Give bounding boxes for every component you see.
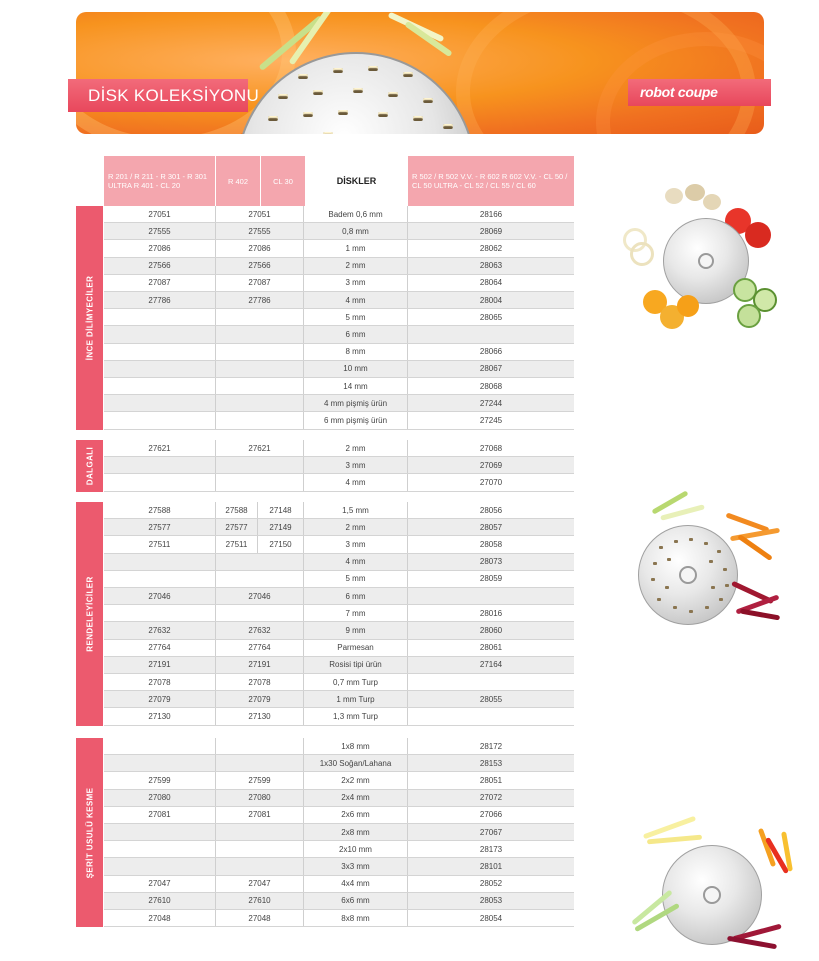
cell-models-2: 27072 <box>479 793 503 803</box>
beet-stick <box>727 936 777 950</box>
table-row <box>104 858 574 875</box>
table-row <box>104 588 574 605</box>
cell-r402-cl30: 27078 <box>216 674 304 690</box>
cell-r402-cl30 <box>216 858 304 874</box>
table-section <box>76 738 574 927</box>
cell-models-1 <box>104 395 216 411</box>
cell-models-1 <box>104 738 216 754</box>
cell-models-1: 27511 <box>104 536 216 552</box>
cell-r402-cl30 <box>216 554 304 570</box>
cell-models-2: 28067 <box>479 364 503 374</box>
cell-r402-cl30: 27610 <box>216 893 304 909</box>
cell-models-2: 28173 <box>479 844 503 854</box>
cell-models-2: 28064 <box>479 278 503 288</box>
onion-ring <box>630 242 654 266</box>
cell-disk: Rosisi tipi ürün <box>304 657 408 673</box>
cell-disk: 4 mm <box>304 554 408 570</box>
cell-disk: 8 mm <box>304 344 408 360</box>
cell-disk: 8x8 mm <box>304 910 408 926</box>
cell-r402-cl30 <box>216 326 304 342</box>
cell-disk: 2x6 mm <box>304 807 408 823</box>
cell-r402-cl30: 27081 <box>216 807 304 823</box>
table-row <box>104 395 574 412</box>
table-row <box>104 605 574 622</box>
cell-disk: 4 mm <box>304 292 408 308</box>
cell-models-1: 27764 <box>104 640 216 656</box>
cell-r402-cl30 <box>216 605 304 621</box>
mushroom-slice <box>685 184 705 201</box>
page-title: DİSK KOLEKSİYONU <box>88 86 260 105</box>
beet-strip <box>740 609 780 621</box>
cucumber-slice <box>737 304 761 328</box>
cell-disk: 6 mm <box>304 326 408 342</box>
grating-disc-photo <box>620 490 800 630</box>
cell-models-1: 27079 <box>104 691 216 707</box>
cell-models-1: 27130 <box>104 708 216 724</box>
table-row <box>104 772 574 789</box>
cell-disk: 10 mm <box>304 361 408 377</box>
cell-r402: 27577 <box>216 519 258 535</box>
cell-r402-cl30: 27080 <box>216 790 304 806</box>
cell-models-2: 28062 <box>479 243 503 253</box>
cell-models-1 <box>104 309 216 325</box>
cell-r402-cl30: 27621 <box>216 440 304 456</box>
cell-models-2: 28059 <box>479 574 503 584</box>
cell-models-2: 28055 <box>479 694 503 704</box>
cell-r402-cl30 <box>216 571 304 587</box>
grating-disc <box>638 525 738 625</box>
cell-models-1 <box>104 412 216 428</box>
cell-r402-cl30 <box>216 474 304 490</box>
cell-disk: 6 mm pişmiş ürün <box>304 412 408 428</box>
cell-models-1: 27051 <box>104 206 216 222</box>
cell-disk: 1 mm Turp <box>304 691 408 707</box>
mushroom-slice <box>703 194 721 210</box>
cell-models-1 <box>104 755 216 771</box>
cell-disk: 2x10 mm <box>304 841 408 857</box>
cell-models-1: 27621 <box>104 440 216 456</box>
cell-models-2: 28069 <box>479 226 503 236</box>
orange-slice <box>677 295 699 317</box>
cell-models-1: 27588 <box>104 502 216 518</box>
cell-models-1 <box>104 858 216 874</box>
column-header-disks: DİSKLER <box>306 156 407 206</box>
section-label <box>76 206 103 430</box>
cell-models-1 <box>104 361 216 377</box>
cell-models-1 <box>104 344 216 360</box>
cell-models-2: 28058 <box>479 539 503 549</box>
cell-disk: Parmesan <box>304 640 408 656</box>
cell-cl30: 27149 <box>258 519 304 535</box>
cell-models-2: 27164 <box>479 660 503 670</box>
cell-models-1: 27087 <box>104 275 216 291</box>
cell-models-2: 28061 <box>479 643 503 653</box>
table-row <box>104 640 574 657</box>
cell-r402: 27588 <box>216 502 258 518</box>
cell-models-1: 27191 <box>104 657 216 673</box>
cell-r402-cl30: 27086 <box>216 240 304 256</box>
cell-disk: 2x8 mm <box>304 824 408 840</box>
table-row <box>104 657 574 674</box>
table-row <box>104 474 574 491</box>
section-label <box>76 440 103 492</box>
cell-disk: 4 mm <box>304 474 408 490</box>
section-label-text: İNCE DİLİMYECİLER <box>85 275 94 361</box>
table-row <box>104 240 574 257</box>
cell-r402-cl30: 27051 <box>216 206 304 222</box>
table-row <box>104 502 574 519</box>
cell-disk: Badem 0,6 mm <box>304 206 408 222</box>
carrot-strip <box>737 534 773 561</box>
cell-disk: 2x2 mm <box>304 772 408 788</box>
cell-disk: 3x3 mm <box>304 858 408 874</box>
cell-models-2: 27070 <box>479 477 503 487</box>
cell-r402-cl30: 27599 <box>216 772 304 788</box>
cell-models-2: 28066 <box>479 347 503 357</box>
section-label <box>76 502 103 726</box>
cell-disk: 1x30 Soğan/Lahana <box>304 755 408 771</box>
cell-models-2 <box>408 708 574 724</box>
section-label-text: DALGALI <box>85 446 94 485</box>
cell-disk: 5 mm <box>304 571 408 587</box>
cell-disk: 1,3 mm Turp <box>304 708 408 724</box>
cell-cl30: 27150 <box>258 536 304 552</box>
cell-r402-cl30 <box>216 755 304 771</box>
cell-models-1: 27078 <box>104 674 216 690</box>
table-row <box>104 378 574 395</box>
cell-models-1 <box>104 554 216 570</box>
table-row <box>104 258 574 275</box>
table-row <box>104 412 574 429</box>
cell-r402-cl30: 27079 <box>216 691 304 707</box>
brand-logo: robot coupe <box>640 84 718 100</box>
cell-r402-cl30 <box>216 412 304 428</box>
cell-models-2: 28057 <box>479 522 503 532</box>
cell-disk: 1,5 mm <box>304 502 408 518</box>
cell-disk: 6x6 mm <box>304 893 408 909</box>
cell-disk: 1 mm <box>304 240 408 256</box>
cell-r402-cl30 <box>216 361 304 377</box>
cell-disk: 4 mm pişmiş ürün <box>304 395 408 411</box>
cell-models-2: 28166 <box>479 209 503 219</box>
cell-r402-cl30: 27786 <box>216 292 304 308</box>
cell-disk: 5 mm <box>304 309 408 325</box>
table-row <box>104 738 574 755</box>
table-row <box>104 326 574 343</box>
cell-models-1: 27786 <box>104 292 216 308</box>
cell-r402-cl30 <box>216 738 304 754</box>
cell-models-1 <box>104 571 216 587</box>
cell-models-1 <box>104 605 216 621</box>
table-row <box>104 309 574 326</box>
cell-models-1: 27632 <box>104 622 216 638</box>
section-label <box>76 738 103 927</box>
table-row <box>104 622 574 639</box>
table-row <box>104 910 574 927</box>
cell-models-1 <box>104 474 216 490</box>
section-label-text: ŞERİT USULÜ KESME <box>85 787 94 878</box>
table-row <box>104 755 574 772</box>
cell-r402-cl30: 27632 <box>216 622 304 638</box>
cell-r402-cl30: 27087 <box>216 275 304 291</box>
cell-r402-cl30: 27555 <box>216 223 304 239</box>
table-row <box>104 708 574 725</box>
table-row <box>104 571 574 588</box>
julienne-disc-photo <box>622 815 802 955</box>
cell-r402-cl30 <box>216 378 304 394</box>
cell-models-2: 28052 <box>479 879 503 889</box>
cell-models-2: 28056 <box>479 505 503 515</box>
tomato-slice <box>745 222 771 248</box>
cell-disk: 3 mm <box>304 457 408 473</box>
table-row <box>104 554 574 571</box>
cell-models-2: 27067 <box>479 827 503 837</box>
cell-models-2: 28054 <box>479 913 503 923</box>
cell-models-2: 28016 <box>479 608 503 618</box>
cell-r402-cl30 <box>216 457 304 473</box>
table-row <box>104 691 574 708</box>
table-row <box>104 876 574 893</box>
table-row <box>104 457 574 474</box>
table-row <box>104 807 574 824</box>
cell-disk: 0,8 mm <box>304 223 408 239</box>
cell-r402-cl30 <box>216 824 304 840</box>
cell-models-2: 28065 <box>479 312 503 322</box>
cell-cl30: 27148 <box>258 502 304 518</box>
cell-r402-cl30: 27764 <box>216 640 304 656</box>
cell-models-2: 28053 <box>479 896 503 906</box>
table-row <box>104 790 574 807</box>
table-section <box>76 206 574 430</box>
cell-r402-cl30: 27191 <box>216 657 304 673</box>
table-row <box>104 824 574 841</box>
table-row <box>104 206 574 223</box>
cell-r402-cl30: 27047 <box>216 876 304 892</box>
cell-models-2: 27069 <box>479 460 503 470</box>
cell-models-2: 28101 <box>479 861 503 871</box>
cell-disk: 2 mm <box>304 440 408 456</box>
cell-models-2: 28004 <box>479 295 503 305</box>
column-header-models-1: R 201 / R 211 - R 301 - R 301 ULTRA R 401 - CL 20 <box>104 156 215 206</box>
cell-disk: 2 mm <box>304 519 408 535</box>
cell-models-2: 27068 <box>479 443 503 453</box>
table-row <box>104 292 574 309</box>
mushroom-slice <box>665 188 683 204</box>
cell-models-1 <box>104 824 216 840</box>
cell-models-2: 28063 <box>479 261 503 271</box>
table-row <box>104 536 574 553</box>
cell-r402-cl30 <box>216 309 304 325</box>
table-row <box>104 674 574 691</box>
cell-disk: 7 mm <box>304 605 408 621</box>
column-header-cl30: CL 30 <box>261 156 305 206</box>
cell-models-2: 27066 <box>479 810 503 820</box>
cell-disk: 3 mm <box>304 275 408 291</box>
cell-models-2: 28073 <box>479 557 503 567</box>
cell-r402: 27511 <box>216 536 258 552</box>
cell-models-1: 27047 <box>104 876 216 892</box>
cell-models-1: 27081 <box>104 807 216 823</box>
pepper-strip <box>647 835 702 845</box>
cell-models-1 <box>104 457 216 473</box>
section-label-text: RENDELEYİCİLER <box>85 576 94 652</box>
cell-models-2 <box>408 326 574 342</box>
table-row <box>104 841 574 858</box>
table-row <box>104 275 574 292</box>
cell-models-1: 27048 <box>104 910 216 926</box>
cell-models-1: 27086 <box>104 240 216 256</box>
table-row <box>104 519 574 536</box>
cell-models-2: 27245 <box>479 415 503 425</box>
table-row <box>104 344 574 361</box>
cell-models-2: 28051 <box>479 775 503 785</box>
cell-models-2: 28068 <box>479 381 503 391</box>
cell-r402-cl30 <box>216 344 304 360</box>
cell-r402-cl30: 27130 <box>216 708 304 724</box>
cell-disk: 2x4 mm <box>304 790 408 806</box>
cell-models-1 <box>104 841 216 857</box>
cell-models-1: 27610 <box>104 893 216 909</box>
cell-r402-cl30: 27566 <box>216 258 304 274</box>
cell-models-1: 27080 <box>104 790 216 806</box>
cell-models-1: 27046 <box>104 588 216 604</box>
column-header-models-2: R 502 / R 502 V.V. - R 602 R 602 V.V. - CL 50 / CL 50 ULTRA - CL 52 / CL 55 / CL 60 <box>408 156 574 206</box>
column-header-r402: R 402 <box>216 156 260 206</box>
cell-models-2: 28172 <box>479 741 503 751</box>
table-row <box>104 223 574 240</box>
cell-r402-cl30 <box>216 841 304 857</box>
slicing-disc-photo <box>615 180 795 345</box>
cell-disk: 2 mm <box>304 258 408 274</box>
cell-disk: 9 mm <box>304 622 408 638</box>
cell-disk: 6 mm <box>304 588 408 604</box>
vegetable-strip <box>404 21 452 57</box>
table-row <box>104 440 574 457</box>
cell-disk: 3 mm <box>304 536 408 552</box>
cell-models-1: 27599 <box>104 772 216 788</box>
cell-models-1: 27577 <box>104 519 216 535</box>
table-section <box>76 502 574 726</box>
cell-disk: 1x8 mm <box>304 738 408 754</box>
cell-models-2 <box>408 588 574 604</box>
cell-r402-cl30 <box>216 395 304 411</box>
cell-disk: 4x4 mm <box>304 876 408 892</box>
julienne-disc <box>662 845 762 945</box>
table-section <box>76 440 574 492</box>
cell-models-2: 28153 <box>479 758 503 768</box>
cell-r402-cl30: 27046 <box>216 588 304 604</box>
table-row <box>104 361 574 378</box>
cell-disk: 14 mm <box>304 378 408 394</box>
cell-models-2 <box>408 674 574 690</box>
cell-models-1 <box>104 378 216 394</box>
cell-models-1 <box>104 326 216 342</box>
cell-models-1: 27555 <box>104 223 216 239</box>
cell-disk: 0,7 mm Turp <box>304 674 408 690</box>
table-row <box>104 893 574 910</box>
carrot-strip <box>730 528 780 542</box>
header-banner <box>76 12 764 134</box>
cell-r402-cl30: 27048 <box>216 910 304 926</box>
cell-models-2: 27244 <box>479 398 503 408</box>
cell-models-1: 27566 <box>104 258 216 274</box>
cell-models-2: 28060 <box>479 625 503 635</box>
